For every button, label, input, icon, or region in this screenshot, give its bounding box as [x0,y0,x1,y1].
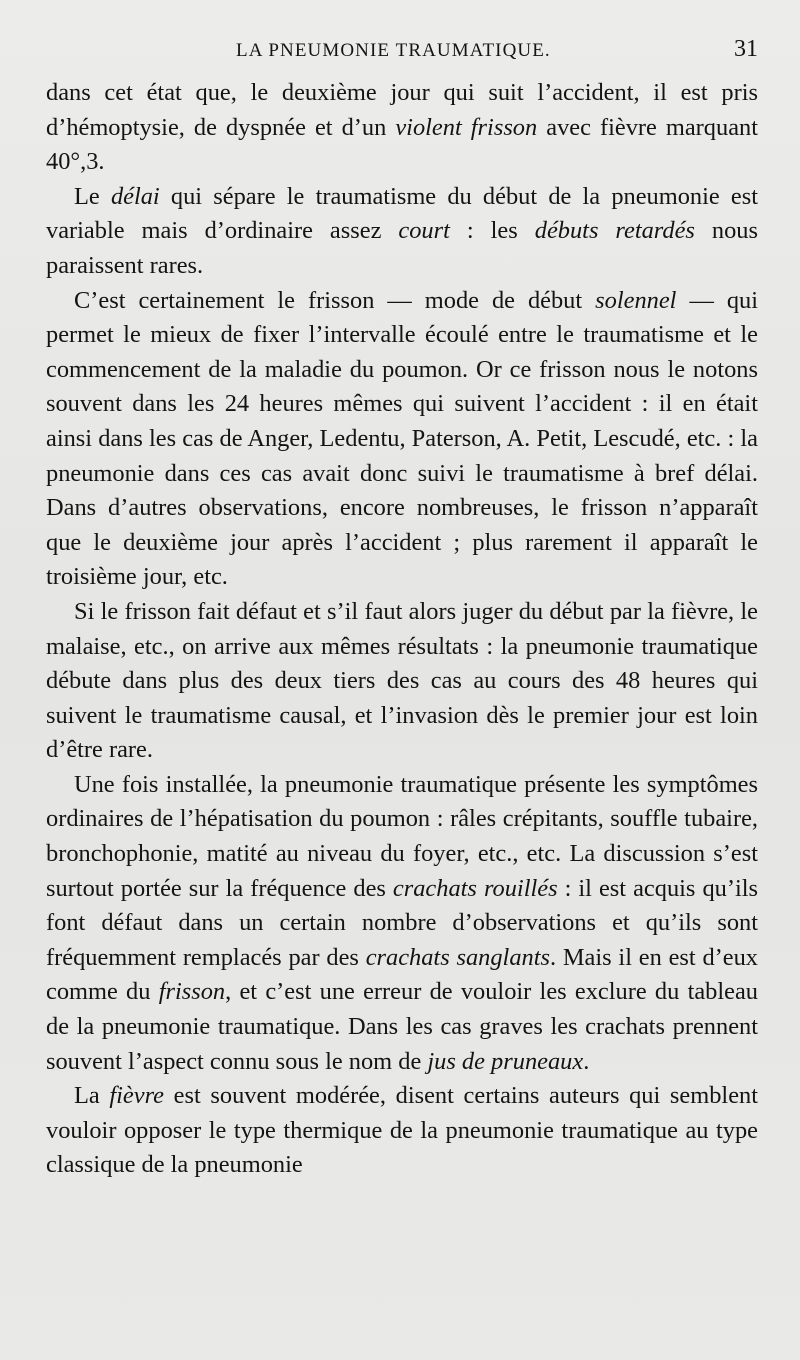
paragraph-4 [46,595,758,768]
text-segment: : il est acquis qu’ils font défaut dans un certain nombre d’observations et qu’ils sont fréquemment remplacés par des [46,874,759,971]
italic-text-segment: violent frisson [395,113,538,141]
paragraph-1 [46,76,758,180]
italic-text-segment: débuts retardés [534,217,695,245]
italic-text-segment: délai [110,182,160,210]
text-segment: — qui permet le mieux de fixer l’intervalle écoulé entre le traumatisme et le commencement de la maladie du poumon. Or ce frisson nous le notons souvent dans les 24 heures mêmes qui suivent l’accident : il en était ainsi dans les cas de Anger, Ledentu, Paterson, A. Petit, Lescudé, etc. : la pneumonie dans ces cas avait donc suivi le traumatisme à bref délai. Dans d’autres observations, encore nombreuses, le frisson n’apparaît que le deuxième jour après l’accident ; plus rarement il apparaît le troisième jour, etc. [46,286,758,591]
paragraph-6 [46,1079,758,1183]
text-segment: : les [449,217,535,245]
italic-text-segment: crachats sanglants [365,943,550,971]
text-segment: Une fois installée, la pneumonie traumatique présente les symptômes ordinaires de l’hépatisation du poumon : râles crépitants, souffle tubaire, bronchophonie, matité au niveau du foyer, etc., etc. La discussion s’est surtout portée sur la fréquence des [46,770,758,902]
paragraph-3 [46,284,758,595]
paragraph-5 [46,768,758,1079]
text-segment: . Mais il en est d’eux comme du [46,943,758,1006]
italic-text-segment: solennel [595,286,677,314]
body-text [46,76,758,1183]
italic-text-segment: crachats rouillés [392,874,558,902]
italic-text-segment: fièvre [109,1082,164,1110]
running-head [46,36,758,70]
page-number: 31 [734,36,758,62]
text-segment: , et c’est une erreur de vouloir les exclure du tableau de la pneumonie traumatique. Dans les cas graves les crachats prennent souvent l’aspect connu sous le nom de [46,978,758,1075]
text-segment: Le [74,182,111,210]
text-segment: nous paraissent rares. [46,217,758,279]
running-title: LA PNEUMONIE TRAUMATIQUE. [236,40,551,61]
text-segment: dans cet état que, le deuxième jour qui suit l’accident, il est pris d’hémoptysie, de dyspnée et d’un [46,79,758,141]
text-segment: Si le frisson fait défaut et s’il faut alors juger du début par la fièvre, le malaise, etc., on arrive aux mêmes résultats : la pneumonie traumatique débute dans plus des deux tiers des cas au cours des 48 heures qui suivent le traumatisme causal, et l’invasion dès le premier jour est loin d’être rare. [46,597,758,764]
text-segment: . [583,1047,590,1075]
text-segment: avec fièvre marquant 40°,3. [46,113,758,176]
italic-text-segment: frisson [158,978,226,1006]
text-segment: qui sépare le traumatisme du début de la pneumonie est variable mais d’ordinaire assez [46,182,759,245]
italic-text-segment: jus de pruneaux [427,1047,584,1075]
text-segment: La [74,1082,110,1110]
italic-text-segment: court [398,217,450,245]
text-segment: C’est certainement le frisson — mode de début [74,286,596,314]
paragraph-2 [46,180,758,284]
text-segment: est souvent modérée, disent certains auteurs qui semblent vouloir opposer le type thermique de la pneumonie traumatique au type classique de la pneumonie [46,1082,758,1179]
